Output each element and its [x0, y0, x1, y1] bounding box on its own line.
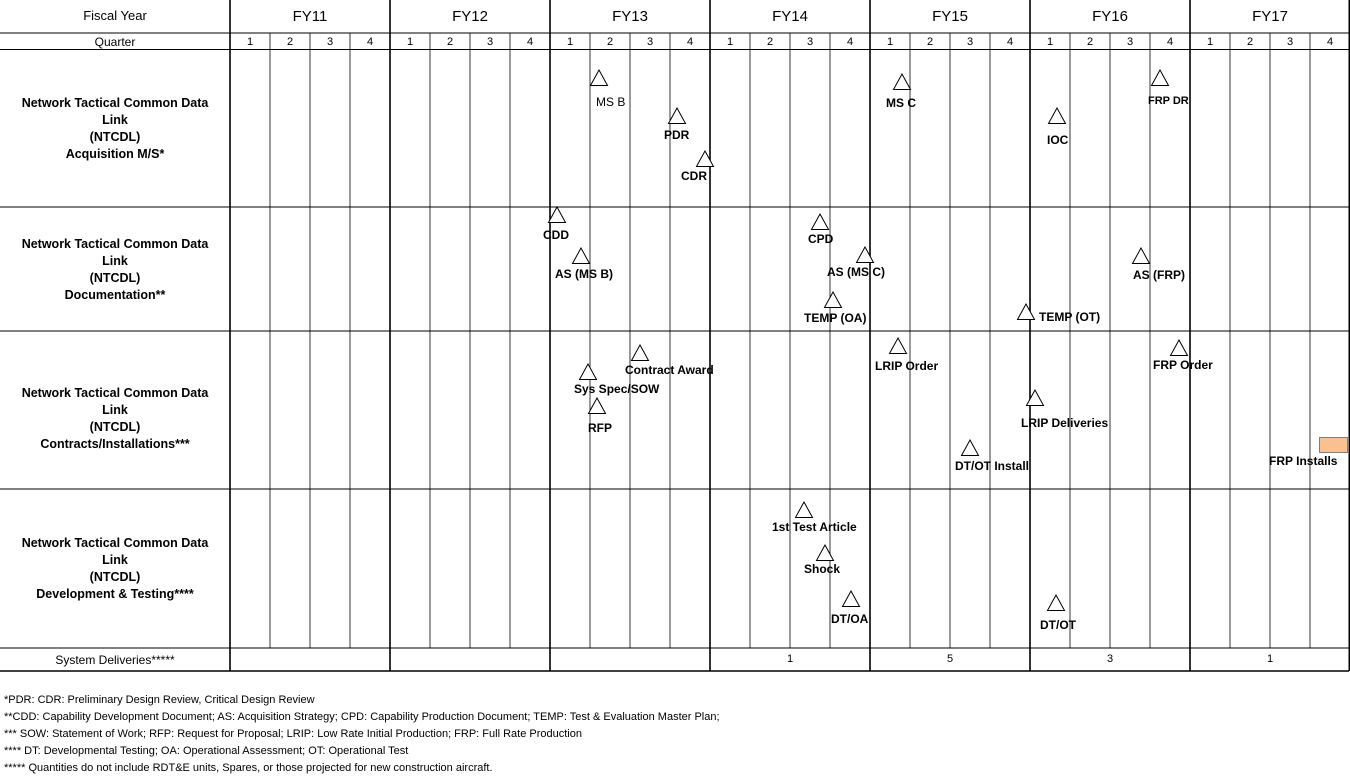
row-label-line: (NTCDL): [89, 570, 141, 584]
milestone-triangle-contract-award: [630, 344, 650, 362]
quarter-label: 4: [1326, 36, 1334, 48]
fy14-label: FY14: [772, 8, 808, 25]
milestone-label-rfp: RFP: [588, 421, 612, 435]
milestone-label-contract-award: Contract Award: [625, 363, 714, 377]
fy12-label: FY12: [452, 8, 488, 25]
quarter-label: 1: [566, 36, 574, 48]
quarter-label: 4: [846, 36, 854, 48]
milestone-label-first-test-article: 1st Test Article: [772, 520, 857, 534]
fy11-label: FY11: [292, 8, 328, 25]
milestone-triangle-as-ms-c: [855, 246, 875, 264]
milestone-label-dt-oa: DT/OA: [831, 612, 869, 626]
footnote-4: **** DT: Developmental Testing; OA: Operational Assessment; OT: Operational Test: [4, 745, 409, 757]
quarter-label: 1: [1046, 36, 1054, 48]
milestone-label-frp-order: FRP Order: [1153, 358, 1213, 372]
quarter-label: 1: [406, 36, 414, 48]
deliveries-fy17: 1: [1266, 653, 1274, 665]
milestone-triangle-dt-ot-install: [960, 439, 980, 457]
quarter-label: 2: [926, 36, 934, 48]
milestone-triangle-lrip-deliveries: [1025, 389, 1045, 407]
row-label-line: (NTCDL): [89, 130, 141, 144]
row-label-line: Network Tactical Common Data: [21, 386, 209, 400]
footnote-1: *PDR: CDR: Preliminary Design Review, Critical Design Review: [4, 694, 315, 706]
quarter-label: 3: [1286, 36, 1294, 48]
milestone-triangle-rfp: [587, 397, 607, 415]
quarter-label: 2: [606, 36, 614, 48]
row-label-line: (NTCDL): [89, 420, 141, 434]
milestone-label-ioc: IOC: [1047, 133, 1069, 147]
quarter-header: Quarter: [94, 35, 136, 49]
row-label-line: (NTCDL): [89, 271, 141, 285]
fy15-label: FY15: [932, 8, 968, 25]
deliveries-fy15: 5: [946, 653, 954, 665]
milestone-label-frp-installs: FRP Installs: [1269, 454, 1338, 468]
milestone-triangle-pdr: [667, 107, 687, 125]
row-label-line: Link: [102, 553, 128, 567]
row-label-development: [0, 535, 230, 603]
milestone-label-cdd: CDD: [543, 228, 569, 242]
milestone-label-temp-ot: TEMP (OT): [1039, 310, 1101, 324]
quarter-label: 3: [1126, 36, 1134, 48]
footnote-3: *** SOW: Statement of Work; RFP: Request for Proposal; LRIP: Low Rate Initial Production; FRP: Full Rate Production: [4, 728, 582, 740]
milestone-triangle-cdd: [547, 206, 567, 224]
quarter-label: 2: [1246, 36, 1254, 48]
milestone-label-lrip-deliveries: LRIP Deliveries: [1021, 416, 1109, 430]
footnote-5: ***** Quantities do not include RDT&E units, Spares, or those projected for new construction aircraft.: [4, 762, 493, 774]
quarter-label: 4: [526, 36, 534, 48]
milestone-triangle-temp-ot: [1016, 303, 1036, 321]
quarter-label: 3: [326, 36, 334, 48]
milestone-label-as-ms-c: AS (MS C): [827, 265, 885, 279]
row-label-line: Link: [102, 403, 128, 417]
milestone-triangle-frp-dr: [1150, 69, 1170, 87]
row-label-line: Network Tactical Common Data: [21, 237, 209, 251]
milestone-label-shock: Shock: [804, 562, 841, 576]
milestone-label-cpd: CPD: [808, 232, 834, 246]
row-label-line: Documentation**: [64, 288, 166, 302]
milestone-triangle-frp-order: [1169, 339, 1189, 357]
milestone-label-temp-oa: TEMP (OA): [804, 311, 867, 325]
fiscal-year-header: Fiscal Year: [83, 8, 147, 23]
quarter-label: 1: [1206, 36, 1214, 48]
row-label-line: Development & Testing****: [36, 587, 194, 601]
milestone-triangle-first-test-article: [794, 501, 814, 519]
deliveries-fy14: 1: [786, 653, 794, 665]
milestone-triangle-sys-spec-sow: [578, 363, 598, 381]
milestone-label-as-frp: AS (FRP): [1133, 268, 1185, 282]
fy16-label: FY16: [1092, 8, 1128, 25]
quarter-label: 1: [726, 36, 734, 48]
milestone-label-pdr: PDR: [664, 128, 690, 142]
milestone-triangle-ms-c: [892, 73, 912, 91]
row-label-line: Acquisition M/S*: [65, 147, 165, 161]
fy17-label: FY17: [1252, 8, 1288, 25]
quarter-label: 1: [886, 36, 894, 48]
row-label-line: Contracts/Installations***: [40, 437, 190, 451]
milestone-label-lrip-order: LRIP Order: [875, 359, 939, 373]
quarter-label: 3: [486, 36, 494, 48]
system-deliveries-label: System Deliveries*****: [55, 653, 175, 667]
milestone-triangle-lrip-order: [888, 337, 908, 355]
quarter-label: 4: [1006, 36, 1014, 48]
frp-installs-bar: [1319, 437, 1348, 453]
milestone-label-sys-spec-sow: Sys Spec/SOW: [574, 382, 660, 396]
deliveries-fy16: 3: [1106, 653, 1114, 665]
milestone-triangle-as-frp: [1131, 247, 1151, 265]
milestone-triangle-ms-b: [589, 69, 609, 87]
milestone-triangle-as-ms-b: [571, 247, 591, 265]
quarter-label: 3: [646, 36, 654, 48]
fy13-label: FY13: [612, 8, 648, 25]
row-label-contracts: [0, 385, 230, 453]
milestone-label-as-ms-b: AS (MS B): [555, 267, 613, 281]
quarter-label: 4: [366, 36, 374, 48]
quarter-label: 4: [686, 36, 694, 48]
row-label-line: Network Tactical Common Data: [21, 536, 209, 550]
milestone-label-cdr: CDR: [681, 169, 707, 183]
quarter-label: 2: [766, 36, 774, 48]
quarter-label: 3: [966, 36, 974, 48]
milestone-triangle-ioc: [1047, 107, 1067, 125]
quarter-label: 1: [246, 36, 254, 48]
quarter-label: 2: [286, 36, 294, 48]
milestone-label-dt-ot: DT/OT: [1040, 618, 1076, 632]
row-label-line: Link: [102, 254, 128, 268]
quarter-label: 2: [446, 36, 454, 48]
row-label-documentation: [0, 236, 230, 304]
milestone-label-ms-c: MS C: [886, 96, 916, 110]
milestone-triangle-cdr: [695, 150, 715, 168]
milestone-label-dt-ot-install: DT/OT Install: [955, 459, 1030, 473]
milestone-triangle-cpd: [810, 213, 830, 231]
milestone-triangle-dt-oa: [841, 590, 861, 608]
quarter-label: 4: [1166, 36, 1174, 48]
row-label-line: Link: [102, 113, 128, 127]
quarter-label: 2: [1086, 36, 1094, 48]
milestone-triangle-dt-ot: [1046, 594, 1066, 612]
row-label-line: Network Tactical Common Data: [21, 96, 209, 110]
milestone-triangle-temp-oa: [823, 291, 843, 309]
milestone-triangle-shock: [815, 544, 835, 562]
footnote-2: **CDD: Capability Development Document; AS: Acquisition Strategy; CPD: Capability Production Document; TEMP: Test & Evaluation Master Plan;: [4, 711, 720, 723]
milestone-label-frp-dr: FRP DR: [1148, 95, 1189, 107]
row-label-acquisition: [0, 95, 230, 163]
milestone-label-ms-b: MS B: [596, 95, 626, 109]
quarter-label: 3: [806, 36, 814, 48]
